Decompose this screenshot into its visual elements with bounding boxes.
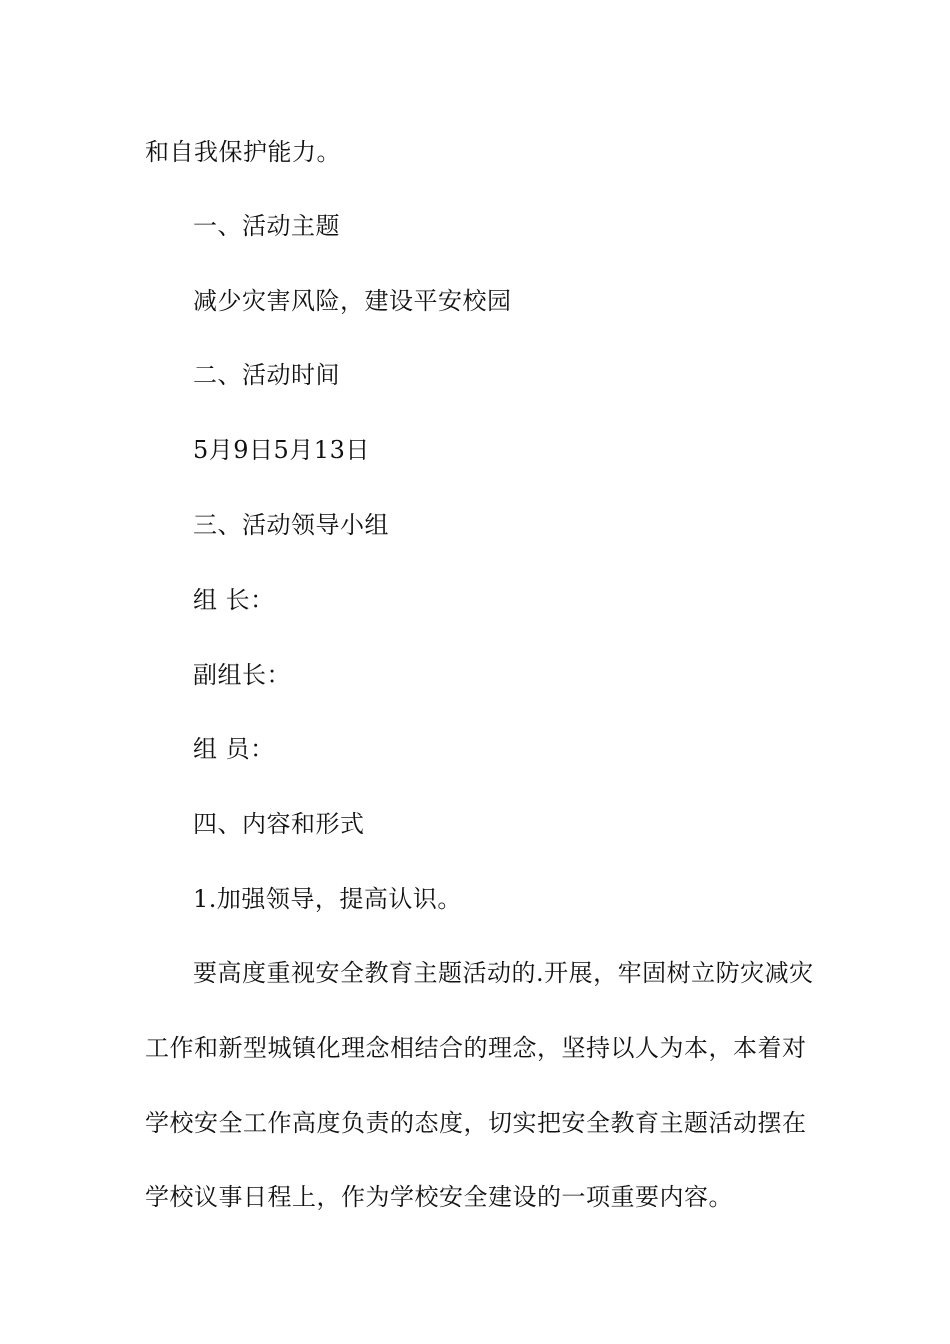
leader-label: 组 长：: [193, 586, 275, 614]
member-label: 组 员：: [193, 735, 275, 763]
section-heading-time: 二、活动时间: [193, 361, 340, 389]
time-text: 5月9日5月13日: [193, 436, 370, 464]
subheading-1: 1.加强领导，提高认识。: [193, 885, 462, 913]
body-paragraph-line: 要高度重视安全教育主题活动的.开展，牢固树立防灾减灾: [193, 959, 814, 987]
body-paragraph-line: 工作和新型城镇化理念相结合的理念，坚持以人为本，本着对: [145, 1034, 807, 1062]
paragraph-continuation: 和自我保护能力。: [145, 138, 341, 166]
section-heading-leadership: 三、活动领导小组: [193, 511, 389, 539]
theme-text: 减少灾害风险，建设平安校园: [193, 287, 512, 315]
section-heading-theme: 一、活动主题: [193, 212, 340, 240]
deputy-leader-label: 副组长：: [193, 661, 291, 689]
section-heading-content: 四、内容和形式: [193, 810, 365, 838]
body-paragraph-line: 学校安全工作高度负责的态度，切实把安全教育主题活动摆在: [145, 1109, 807, 1137]
body-paragraph-line: 学校议事日程上，作为学校安全建设的一项重要内容。: [145, 1183, 733, 1211]
